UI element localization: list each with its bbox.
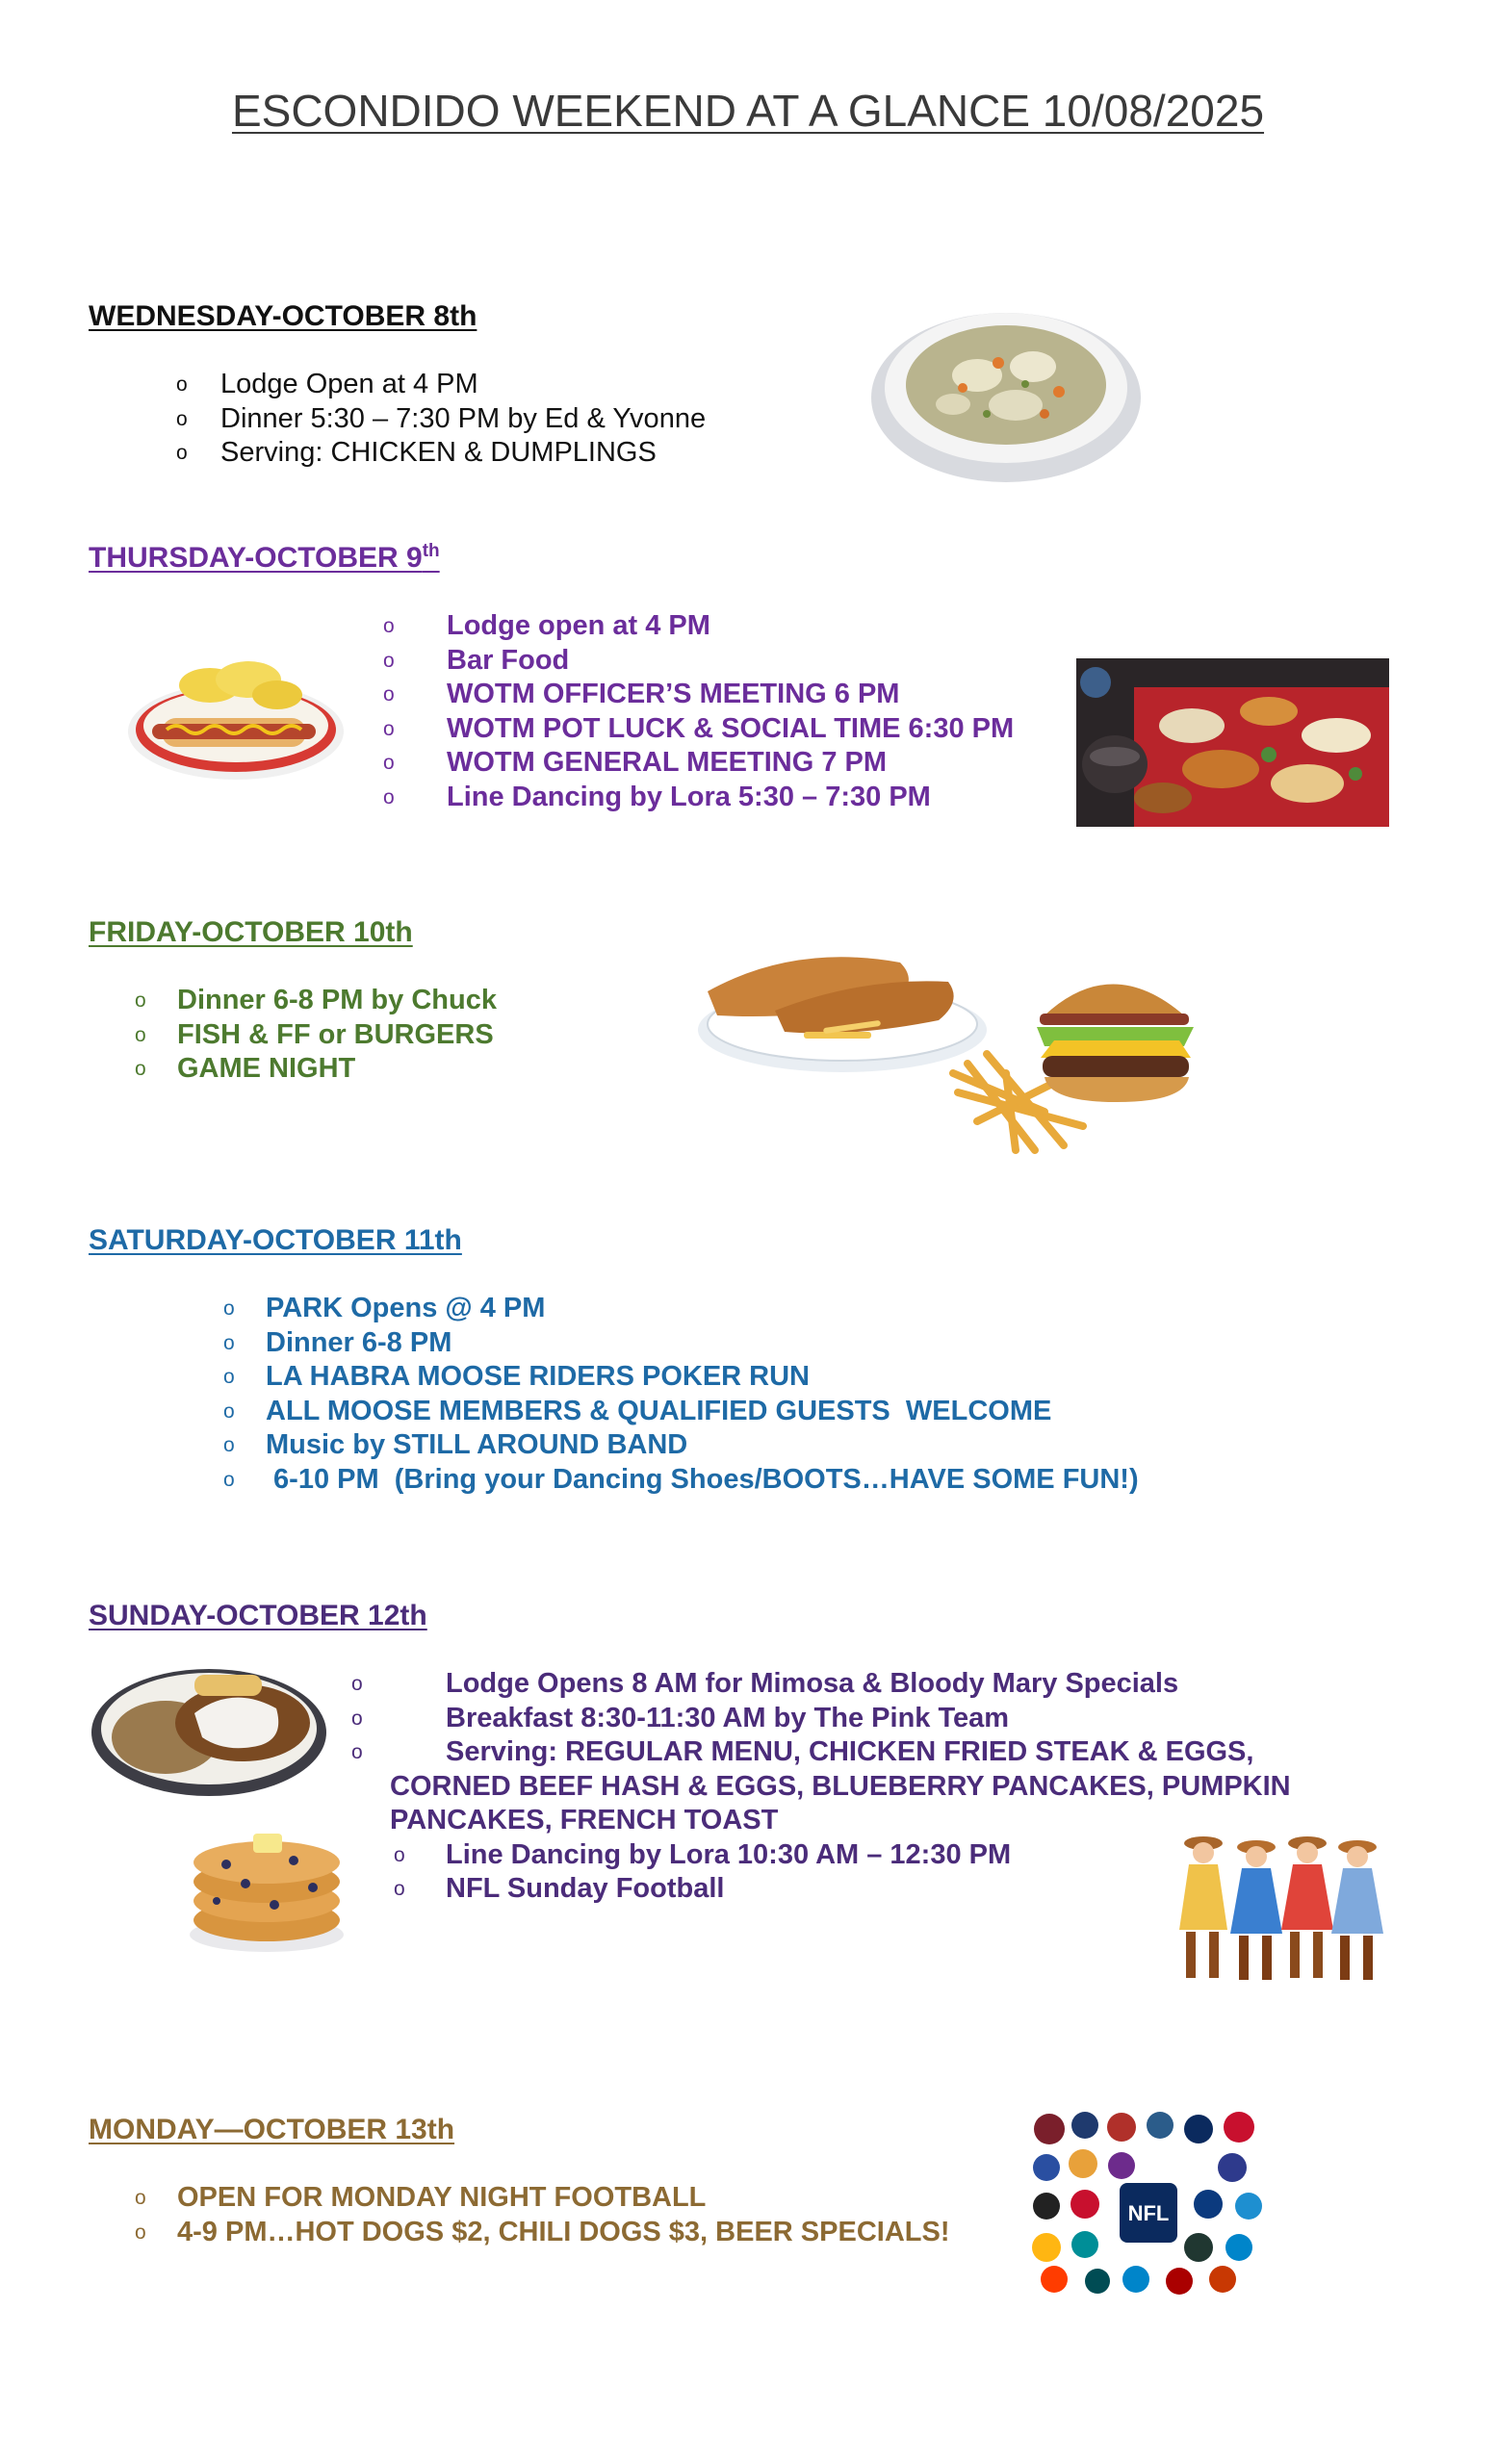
- bullet-icon: o: [383, 752, 395, 774]
- bullet-icon: o: [223, 1434, 235, 1456]
- wednesday-heading: WEDNESDAY-OCTOBER 8th: [89, 300, 477, 332]
- chicken-fried-steak-image: [89, 1656, 329, 1800]
- bullet-icon: o: [394, 1843, 405, 1866]
- bullet-icon: o: [223, 1366, 235, 1388]
- sunday-heading: SUNDAY-OCTOBER 12th: [89, 1600, 427, 1631]
- bullet-icon: o: [223, 1297, 235, 1320]
- nfl-text: NFL: [1127, 2201, 1170, 2225]
- thursday-heading: THURSDAY-OCTOBER 9th: [89, 541, 440, 574]
- bullet-icon: o: [135, 2220, 146, 2244]
- bullet-icon: o: [176, 442, 188, 464]
- list-item: o Breakfast 8:30-11:30 AM by The Pink Team: [351, 1702, 1410, 1736]
- bullet-icon: o: [383, 683, 395, 706]
- monday-heading: MONDAY—OCTOBER 13th: [89, 2114, 455, 2145]
- bullet-icon: o: [383, 649, 395, 672]
- friday-heading: FRIDAY-OCTOBER 10th: [89, 916, 413, 948]
- bullet-icon: o: [383, 615, 395, 637]
- list-item: o Line Dancing by Lora 10:30 AM – 12:30 PM: [351, 1838, 1410, 1873]
- burger-and-fries-image: [948, 958, 1199, 1155]
- bullet-icon: o: [135, 2187, 146, 2209]
- bullet-icon: o: [383, 717, 395, 740]
- list-item: o NFL Sunday Football: [351, 1872, 1410, 1907]
- potluck-table-image: [1076, 658, 1389, 827]
- list-item-continuation: PANCAKES, FRENCH TOAST: [390, 1805, 779, 1835]
- bullet-icon: o: [383, 785, 395, 808]
- bullet-icon: o: [135, 989, 146, 1012]
- line-dancers-image: [1165, 1824, 1386, 1992]
- list-item: o Serving: REGULAR MENU, CHICKEN FRIED STEAK & EGGS,: [351, 1735, 1410, 1770]
- bullet-icon: o: [394, 1878, 405, 1900]
- bullet-icon: o: [351, 1673, 363, 1695]
- flyer-page: ESCONDIDO WEEKEND AT A GLANCE 10/08/2025 WEDNESDAY-OCTOBER 8th o Lodge Open at 4 PM o Dinner 5:30 – 7:30 PM by Ed & Yvonne o Serving: CHICKEN & DUMPLINGS THURSDAY-OCTOBER 9th o Lodge open at 4 PM o Bar Food o WOTM OFFICER’S MEETING 6 PM o WOTM POT LUCK & SOCIAL TIME 6:30 PM o WOTM GENERAL MEETING 7 PM o Line Dancing by Lora 5:30 – 7:30 PM FRIDAY-OCTOBER 10th o Dinner 6-8 PM by Chuck o FISH & FF or BURGERS o GAME NIGHT SATURDAY-OCTOBER 11th o PARK Opens @ 4 PM o Dinner 6-8 PM o LA HABRA MOOSE RIDERS POKER RUN o ALL MOOSE MEMBERS & QUALIFIED GUESTS WELCOME o Music by STILL AROUND BAND o 6-10 PM (Bring your Dancing Shoes/BOOTS…HAVE SOME FUN!) SUNDAY-OCTOBER 12th o Lodge Opens 8 AM for Mimosa & Bloody Mary Specials o Breakfast 8:30-11:30 AM by The Pink Team o Serving: REGULAR MENU, CHICKEN FRIED STEAK & EGGS, CORNED BEEF HASH & EGGS, BLUEBERRY PANCAKES, PUMPKIN PANCAKES, FRENCH TOAST o Line Dancing by Lora 10:30 AM – 12:30 PM o NFL Sunday Football MONDAY—OCTOBER 13th o OPEN FOR MONDAY NIGHT FOOTBALL o 4-9 PM…HOT DOGS $2, CHILI DOGS $3, BEER SPECIALS! NFL: [0, 0, 1496, 2464]
- bullet-icon: o: [223, 1468, 235, 1491]
- nfl-teams-logo-collage-image: [1025, 2108, 1271, 2296]
- bullet-icon: o: [351, 1707, 363, 1730]
- bullet-icon: o: [223, 1331, 235, 1354]
- bullet-icon: o: [176, 407, 188, 430]
- blueberry-pancakes-image: [178, 1805, 356, 1959]
- bullet-icon: o: [223, 1399, 235, 1423]
- chicken-dumplings-image: [862, 284, 1150, 491]
- list-item: o Lodge Opens 8 AM for Mimosa & Bloody Mary Specials: [351, 1667, 1410, 1702]
- page-title: ESCONDIDO WEEKEND AT A GLANCE 10/08/2025: [231, 86, 1265, 136]
- bullet-icon: o: [176, 373, 188, 396]
- bullet-icon: o: [135, 1058, 146, 1080]
- hotdog-chips-image: [123, 637, 349, 786]
- list-item-continuation: CORNED BEEF HASH & EGGS, BLUEBERRY PANCAKES, PUMPKIN: [390, 1770, 1291, 1802]
- saturday-heading: SATURDAY-OCTOBER 11th: [89, 1224, 462, 1256]
- bullet-icon: o: [351, 1741, 363, 1763]
- bullet-icon: o: [135, 1023, 146, 1046]
